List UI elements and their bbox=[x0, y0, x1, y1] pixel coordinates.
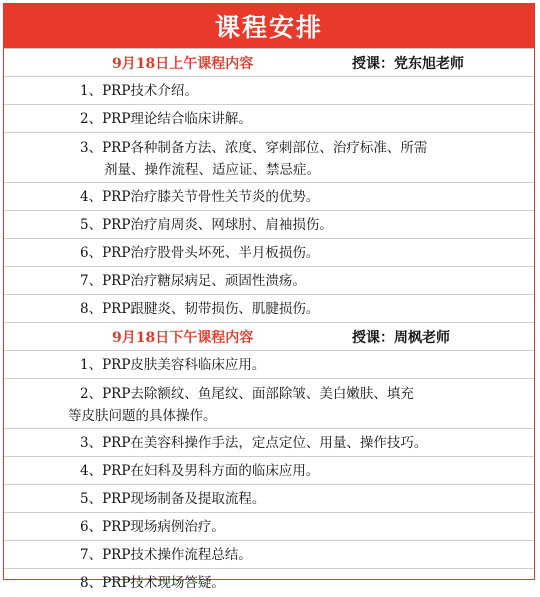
list-item-line: 剂量、操作流程、适应证、禁忌症。 bbox=[104, 162, 320, 178]
list-item: 4、PRP在妇科及男科方面的临床应用。 bbox=[4, 457, 534, 485]
list-item: 3、PRP在美容科操作手法，定点定位、用量、操作技巧。 bbox=[4, 429, 534, 457]
list-item: 7、PRP治疗糖尿病足、顽固性溃疡。 bbox=[4, 267, 534, 295]
morning-session-title: 9月18日上午课程内容 bbox=[112, 55, 254, 72]
list-item: 5、PRP治疗肩周炎、网球肘、肩袖损伤。 bbox=[4, 211, 534, 239]
list-item-line: 等皮肤问题的具体操作。 bbox=[68, 408, 217, 424]
page-title: 课程安排 bbox=[4, 4, 534, 49]
list-item: 6、PRP现场病例治疗。 bbox=[4, 513, 534, 541]
list-item bbox=[4, 379, 534, 429]
list-item: 7、PRP技术操作流程总结。 bbox=[4, 541, 534, 569]
morning-lecturer: 授课：党东旭老师 bbox=[352, 55, 464, 72]
list-item: 8、PRP跟腱炎、韧带损伤、肌腱损伤。 bbox=[4, 295, 534, 323]
afternoon-session-title: 9月18日下午课程内容 bbox=[112, 329, 254, 346]
list-item: 8、PRP技术现场答疑。 bbox=[80, 575, 225, 591]
list-item: 6、PRP治疗股骨头坏死、半月板损伤。 bbox=[4, 239, 534, 267]
list-item bbox=[4, 133, 534, 183]
list-item: 5、PRP现场制备及提取流程。 bbox=[4, 485, 534, 513]
list-item: 1、PRP皮肤美容科临床应用。 bbox=[4, 351, 534, 379]
morning-section-header bbox=[4, 49, 534, 77]
list-item: 1、PRP技术介绍。 bbox=[4, 77, 534, 105]
afternoon-lecturer: 授课：周枫老师 bbox=[352, 329, 450, 346]
list-item: 4、PRP治疗膝关节骨性关节炎的优势。 bbox=[4, 183, 534, 211]
schedule-table bbox=[3, 3, 535, 591]
list-item: 2、PRP理论结合临床讲解。 bbox=[4, 105, 534, 133]
list-item-line: 3、PRP各种制备方法、浓度、穿刺部位、治疗标准、所需 bbox=[80, 140, 428, 156]
afternoon-section-header bbox=[4, 323, 534, 351]
list-item-line: 2、PRP去除额纹、鱼尾纹、面部除皱、美白嫩肤、填充 bbox=[80, 386, 414, 402]
